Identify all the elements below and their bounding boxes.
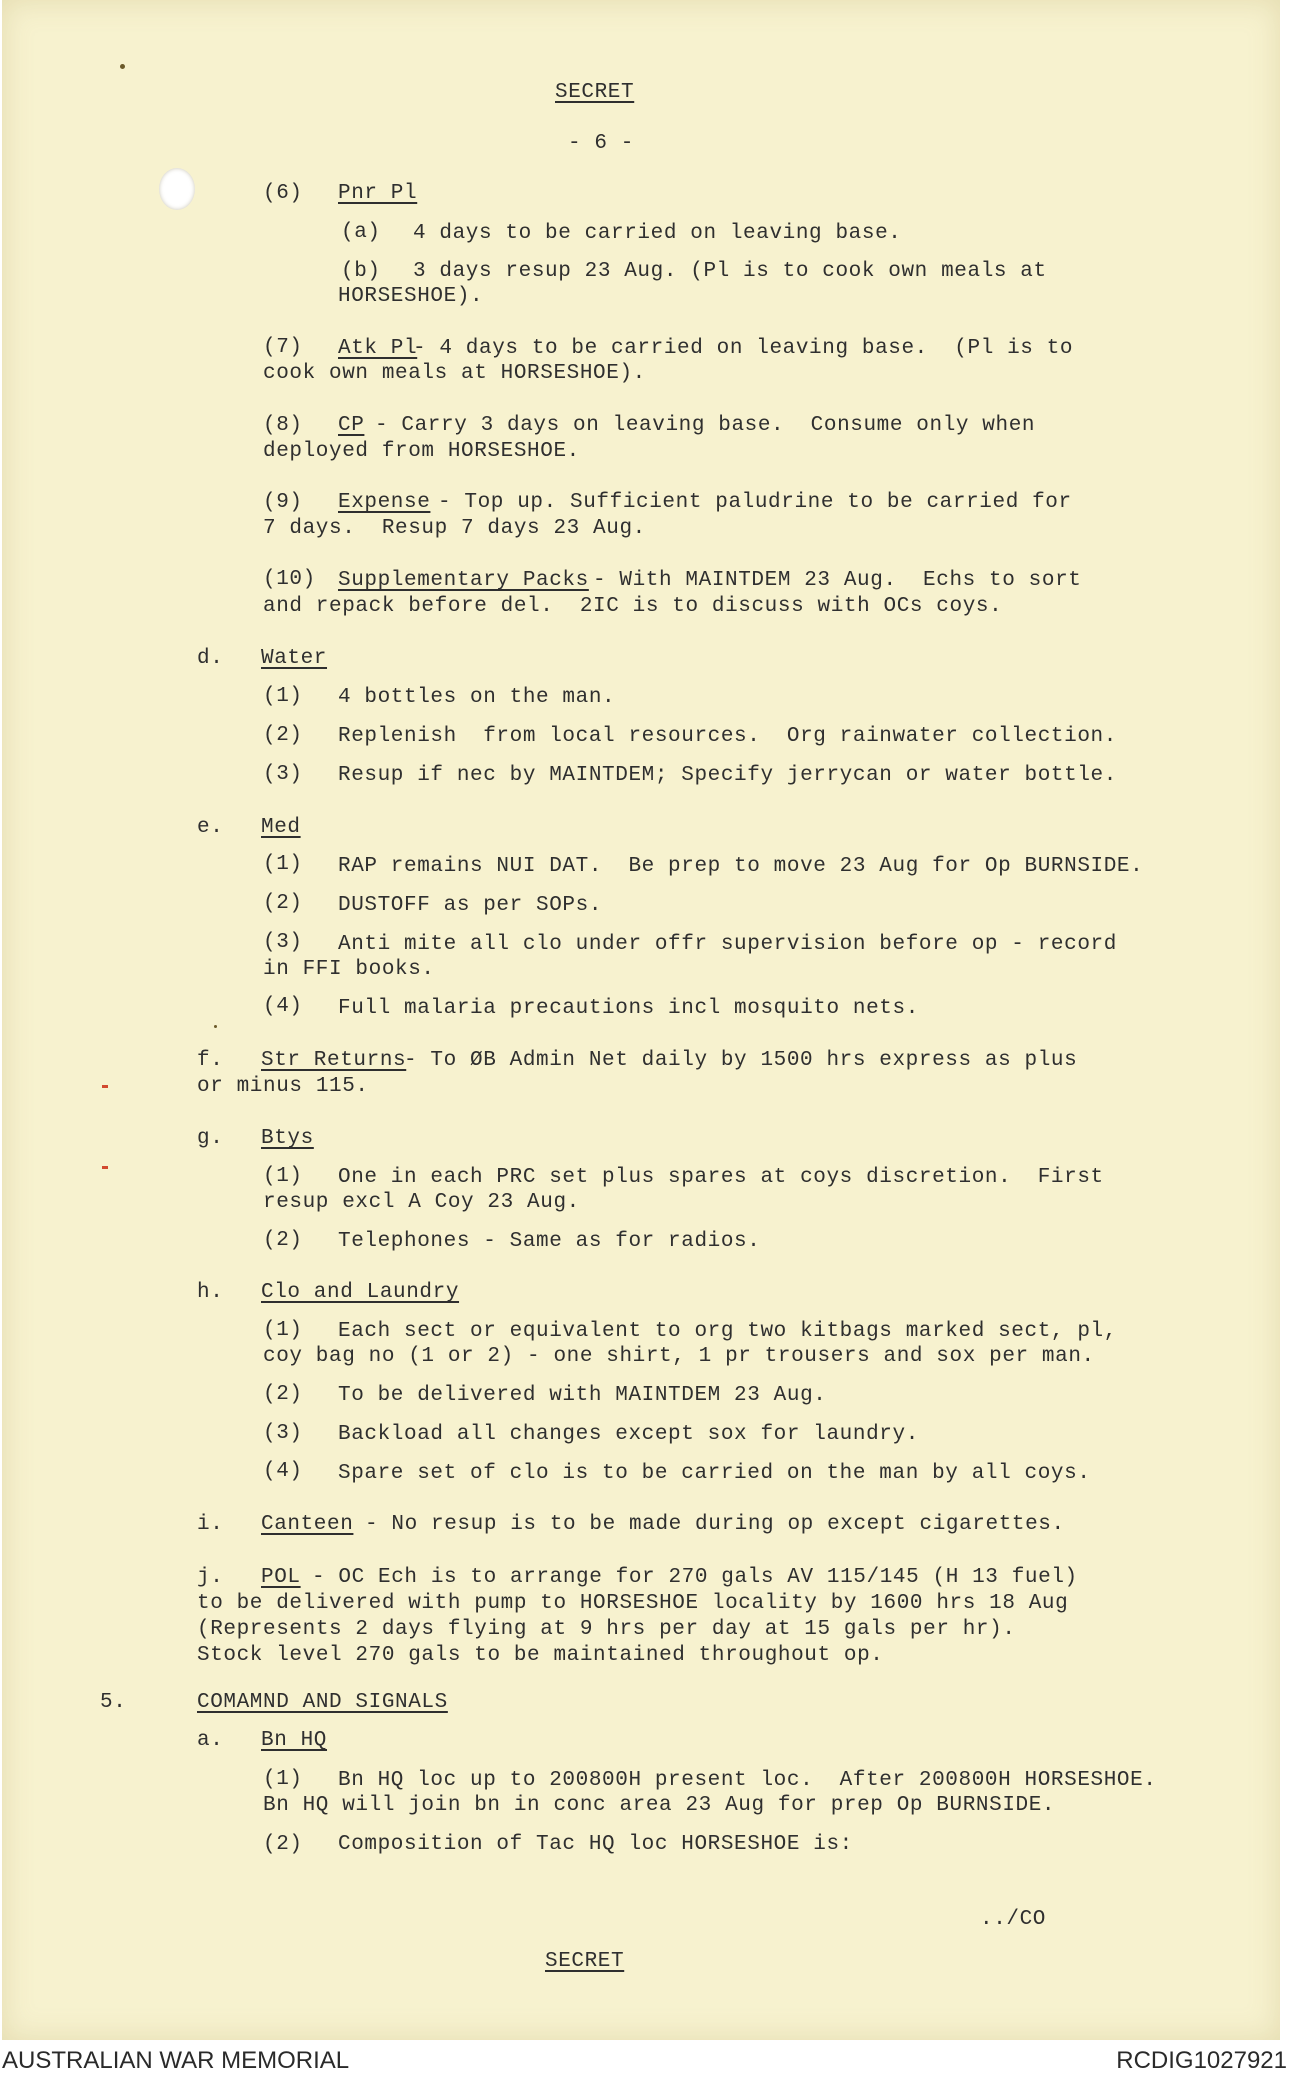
section-text: to be delivered with pump to HORSESHOE locality by 1600 hrs 18 Aug (197, 1592, 1069, 1615)
sub-text: 3 days resup 23 Aug. (Pl is to cook own meals at (413, 260, 1047, 283)
item-text: Replenish from local resources. Org rainwater collection. (338, 725, 1117, 748)
item-number: (10) (263, 568, 316, 591)
paper-speck (214, 1025, 217, 1028)
item-text: Full malaria precautions incl mosquito nets. (338, 997, 919, 1020)
section-heading: POL (261, 1566, 301, 1589)
section-text: - OC Ech is to arrange for 270 gals AV 115/145 (H 13 fuel) (312, 1566, 1078, 1589)
paper-speck (120, 64, 125, 69)
sub-text: HORSESHOE). (338, 285, 484, 308)
archive-label: AUSTRALIAN WAR MEMORIAL (2, 2047, 350, 2074)
item-text: deployed from HORSESHOE. (263, 440, 580, 463)
classification-header: SECRET (555, 81, 635, 104)
item-number: (3) (263, 931, 303, 954)
punch-hole (159, 168, 195, 210)
item-number: (1) (263, 853, 303, 876)
section-text: - No resup is to be made during op except cigarettes. (365, 1513, 1065, 1536)
section-heading: Med (261, 816, 301, 839)
item-text: - With MAINTDEM 23 Aug. Echs to sort (593, 569, 1082, 592)
section-heading: Bn HQ (261, 1729, 328, 1752)
paragraph-number: 5. (100, 1691, 127, 1714)
section-letter: g. (197, 1127, 224, 1150)
section-letter: f. (197, 1049, 224, 1072)
item-number: (8) (263, 414, 303, 437)
item-number: (1) (263, 1768, 303, 1791)
item-number: (6) (263, 182, 303, 205)
item-number: (2) (263, 1833, 303, 1856)
red-mark (102, 1085, 108, 1088)
item-number: (1) (263, 1319, 303, 1342)
item-number: (9) (263, 491, 303, 514)
item-text: Composition of Tac HQ loc HORSESHOE is: (338, 1833, 853, 1856)
section-letter: e. (197, 816, 224, 839)
item-number: (4) (263, 1460, 303, 1483)
section-letter: i. (197, 1513, 224, 1536)
item-text: Telephones - Same as for radios. (338, 1230, 761, 1253)
item-number: (2) (263, 1383, 303, 1406)
item-number: (2) (263, 724, 303, 747)
item-text: - 4 days to be carried on leaving base. (Pl is to (413, 337, 1074, 360)
item-heading: CP (338, 414, 365, 437)
sub-label: (b) (341, 260, 381, 283)
section-text: or minus 115. (197, 1075, 369, 1098)
section-heading: Btys (261, 1127, 314, 1150)
page-number: - 6 - (568, 132, 635, 155)
item-text: To be delivered with MAINTDEM 23 Aug. (338, 1384, 827, 1407)
item-text: cook own meals at HORSESHOE). (263, 362, 646, 385)
item-text: - Top up. Sufficient paludrine to be carried for (438, 491, 1072, 514)
item-number: (1) (263, 1165, 303, 1188)
item-number: (7) (263, 336, 303, 359)
item-text: 7 days. Resup 7 days 23 Aug. (263, 517, 646, 540)
section-letter: h. (197, 1281, 224, 1304)
sub-text: 4 days to be carried on leaving base. (413, 222, 902, 245)
item-text: DUSTOFF as per SOPs. (338, 894, 603, 917)
item-text: and repack before del. 2IC is to discuss with OCs coys. (263, 595, 1003, 618)
item-text: Bn HQ loc up to 200800H present loc. After 200800H HORSESHOE. (338, 1769, 1157, 1792)
section-heading: Clo and Laundry (261, 1281, 460, 1304)
classification-footer: SECRET (545, 1950, 625, 1973)
section-letter: d. (197, 647, 224, 670)
section-heading: Water (261, 647, 328, 670)
item-text: coy bag no (1 or 2) - one shirt, 1 pr trousers and sox per man. (263, 1345, 1095, 1368)
item-heading: Expense (338, 491, 431, 514)
item-heading: Supplementary Packs (338, 569, 589, 592)
item-text: in FFI books. (263, 958, 435, 981)
item-number: (2) (263, 892, 303, 915)
item-heading: Atk Pl (338, 337, 418, 360)
item-text: One in each PRC set plus spares at coys discretion. First (338, 1166, 1104, 1189)
section-text: - To ØB Admin Net daily by 1500 hrs express as plus (404, 1049, 1078, 1072)
item-number: (1) (263, 685, 303, 708)
item-text: RAP remains NUI DAT. Be prep to move 23 Aug for Op BURNSIDE. (338, 855, 1144, 878)
item-text: resup excl A Coy 23 Aug. (263, 1191, 580, 1214)
item-text: Backload all changes except sox for laundry. (338, 1423, 919, 1446)
item-text: Each sect or equivalent to org two kitbags marked sect, pl, (338, 1320, 1117, 1343)
sub-label: (a) (341, 221, 381, 244)
item-text: 4 bottles on the man. (338, 686, 616, 709)
item-number: (4) (263, 995, 303, 1018)
section-heading: Str Returns (261, 1049, 407, 1072)
section-letter: a. (197, 1729, 224, 1752)
item-text: Resup if nec by MAINTDEM; Specify jerrycan or water bottle. (338, 764, 1117, 787)
item-number: (3) (263, 763, 303, 786)
archive-id: RCDIG1027921 (1116, 2047, 1287, 2074)
item-text: Anti mite all clo under offr supervision before op - record (338, 933, 1117, 956)
item-number: (3) (263, 1422, 303, 1445)
item-number: (2) (263, 1229, 303, 1252)
item-text: Bn HQ will join bn in conc area 23 Aug for prep Op BURNSIDE. (263, 1794, 1056, 1817)
item-heading: Pnr Pl (338, 182, 418, 205)
section-heading: Canteen (261, 1513, 354, 1536)
item-text: Spare set of clo is to be carried on the man by all coys. (338, 1462, 1091, 1485)
continuation-marker: ../CO (980, 1908, 1047, 1931)
red-mark (102, 1166, 108, 1169)
section-letter: j. (197, 1566, 224, 1589)
section-text: (Represents 2 days flying at 9 hrs per day at 15 gals per hr). (197, 1618, 1016, 1641)
item-text: - Carry 3 days on leaving base. Consume only when (375, 414, 1036, 437)
paragraph-heading: COMAMND AND SIGNALS (197, 1691, 448, 1714)
section-text: Stock level 270 gals to be maintained throughout op. (197, 1644, 884, 1667)
